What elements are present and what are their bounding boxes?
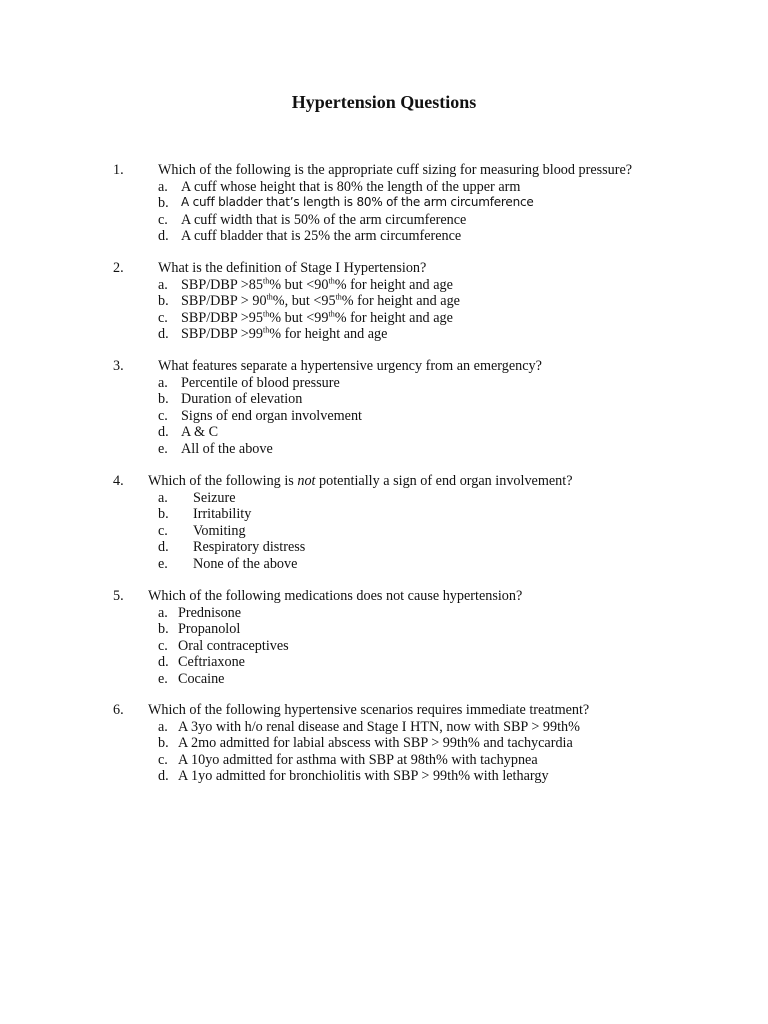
option-text: Oral contraceptives — [178, 637, 289, 654]
option-label: c. — [158, 751, 168, 768]
option-label: b. — [158, 195, 169, 212]
option-label: d. — [158, 539, 169, 556]
option-text: A 3yo with h/o renal disease and Stage I HTN, now with SBP > 99th% — [178, 718, 580, 735]
option-label: a. — [158, 718, 168, 735]
option-a — [0, 277, 768, 294]
option-label: d. — [158, 228, 169, 245]
option-text: Seizure — [193, 489, 236, 506]
question-number: 5. — [113, 588, 124, 604]
option-label: c. — [158, 309, 168, 326]
option-label: d. — [158, 654, 169, 671]
option-text: A cuff whose height that is 80% the length of the upper arm — [181, 178, 521, 195]
option-label: a. — [158, 489, 168, 506]
option-a — [0, 375, 768, 392]
option-label: a. — [158, 604, 168, 621]
option-e — [0, 671, 768, 688]
option-text: All of the above — [181, 440, 273, 457]
option-d — [0, 539, 768, 556]
option-label: b. — [158, 506, 169, 523]
option-label: a. — [158, 178, 168, 195]
option-label: e. — [158, 670, 168, 687]
option-c — [0, 523, 768, 540]
option-a — [0, 490, 768, 507]
option-list — [0, 490, 768, 573]
option-text: Respiratory distress — [193, 539, 306, 556]
option-list — [0, 179, 768, 245]
option-d — [0, 228, 768, 245]
page-title: Hypertension Questions — [291, 92, 477, 112]
question-text: What features separate a hypertensive urgency from an emergency? — [158, 358, 542, 374]
option-list — [0, 277, 768, 343]
option-b — [0, 391, 768, 408]
option-text: SBP/DBP >85th% but <90th% for height and age — [181, 275, 453, 293]
option-c — [0, 752, 768, 769]
option-text: A 10yo admitted for asthma with SBP at 98th% with tachypnea — [178, 751, 538, 768]
option-b — [0, 195, 768, 212]
question-number: 1. — [113, 162, 124, 178]
option-label: b. — [158, 735, 169, 752]
option-label: a. — [158, 374, 168, 391]
option-text: A 2mo admitted for labial abscess with SBP > 99th% and tachycardia — [178, 735, 573, 752]
option-text: A 1yo admitted for bronchiolitis with SBP > 99th% with lethargy — [178, 768, 549, 785]
option-d — [0, 424, 768, 441]
option-label: e. — [158, 440, 168, 457]
option-text: Prednisone — [178, 604, 242, 621]
option-d — [0, 654, 768, 671]
option-a — [0, 719, 768, 736]
option-text: Propanolol — [178, 621, 241, 638]
option-text: Vomiting — [193, 522, 246, 539]
option-label: d. — [158, 768, 169, 785]
option-e — [0, 441, 768, 458]
question-text: Which of the following is not potentially a sign of end organ involvement? — [148, 473, 573, 489]
question-number: 4. — [113, 473, 124, 489]
option-text: A cuff bladder that’s length is 80% of the arm circumference — [181, 195, 534, 210]
option-text: SBP/DBP >95th% but <99th% for height and age — [181, 309, 453, 326]
question-text: Which of the following hypertensive scenarios requires immediate treatment? — [148, 702, 590, 718]
question-text: Which of the following medications does not cause hypertension? — [148, 588, 523, 604]
option-label: b. — [158, 293, 169, 310]
option-label: b. — [158, 391, 169, 408]
option-label: c. — [158, 407, 168, 424]
option-c — [0, 638, 768, 655]
option-b — [0, 621, 768, 638]
option-text: A cuff bladder that is 25% the arm circumference — [181, 228, 462, 245]
option-label: c. — [158, 211, 168, 228]
option-list — [0, 375, 768, 458]
option-label: c. — [158, 522, 168, 539]
option-text: SBP/DBP > 90th%, but <95th% for height and age — [181, 292, 460, 310]
option-c — [0, 310, 768, 327]
option-label: e. — [158, 555, 168, 572]
option-b — [0, 293, 768, 310]
option-label: a. — [158, 276, 168, 293]
option-d — [0, 326, 768, 343]
question-text: Which of the following is the appropriate cuff sizing for measuring blood pressure? — [158, 162, 633, 178]
option-text: None of the above — [193, 555, 298, 572]
option-text: SBP/DBP >99th% for height and age — [181, 325, 388, 343]
question-text: What is the definition of Stage I Hypertension? — [158, 260, 427, 276]
option-text: Percentile of blood pressure — [181, 374, 340, 391]
option-text: Irritability — [193, 506, 252, 523]
question-number: 6. — [113, 702, 124, 718]
option-a — [0, 179, 768, 196]
option-b — [0, 735, 768, 752]
option-list — [0, 605, 768, 688]
option-c — [0, 212, 768, 229]
question-number: 3. — [113, 358, 124, 374]
option-label: d. — [158, 424, 169, 441]
option-text: A & C — [181, 424, 219, 441]
question-number: 2. — [113, 260, 124, 276]
option-label: c. — [158, 637, 168, 654]
option-text: Cocaine — [178, 670, 225, 687]
option-c — [0, 408, 768, 425]
option-d — [0, 768, 768, 785]
option-text: Duration of elevation — [181, 391, 303, 408]
option-text: Ceftriaxone — [178, 654, 245, 671]
option-b — [0, 506, 768, 523]
option-label: d. — [158, 326, 169, 343]
option-label: b. — [158, 621, 169, 638]
option-e — [0, 556, 768, 573]
option-a — [0, 605, 768, 622]
option-list — [0, 719, 768, 785]
option-text: A cuff width that is 50% of the arm circumference — [181, 211, 467, 228]
option-text: Signs of end organ involvement — [181, 407, 363, 424]
